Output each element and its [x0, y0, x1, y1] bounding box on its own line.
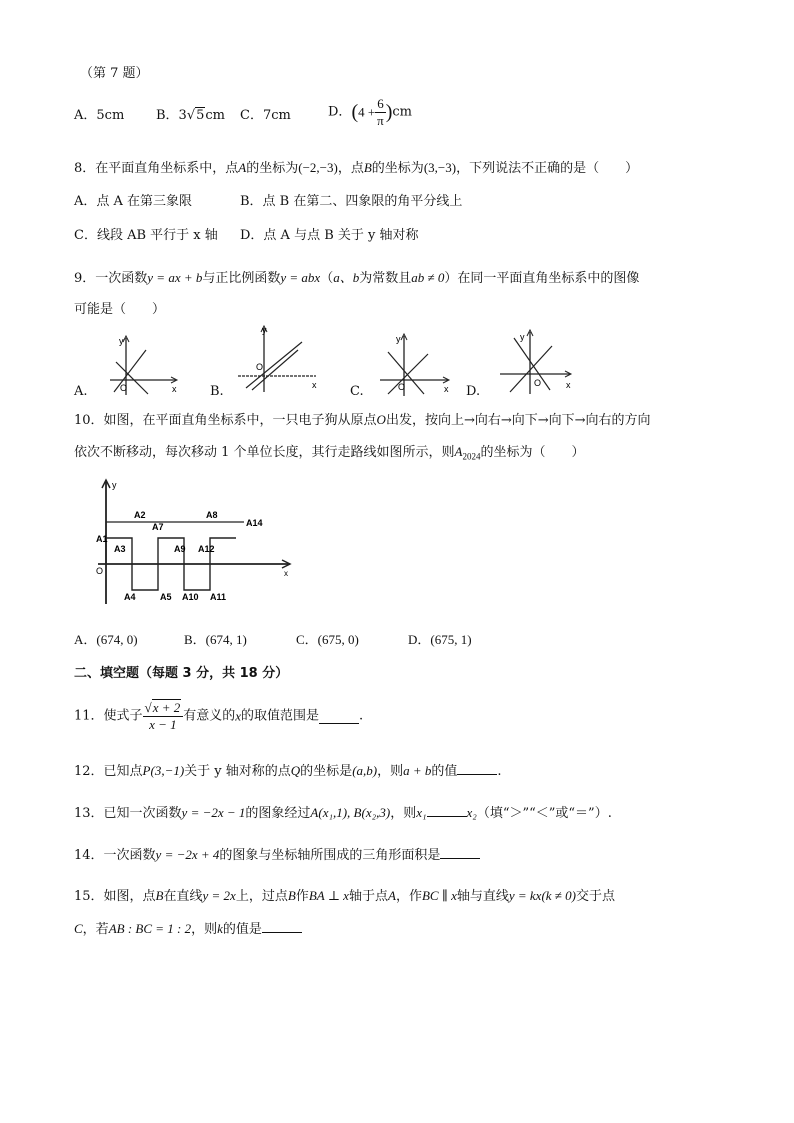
q7-option-b: B．3√5cm — [156, 108, 226, 123]
svg-text:x: x — [172, 384, 177, 394]
q10-label-a1: A1 — [96, 534, 108, 544]
q10-option-b: B．(674, 1) — [184, 632, 247, 647]
q10-label-a4: A4 — [124, 592, 136, 602]
q10-stem-2: 依次不断移动，每次移动 1 个单位长度，其行走路线如图所示，则$A_{2024}$的坐标为（ ） — [74, 444, 585, 462]
q8-option-d: D．点 A 与点 B 关于 y 轴对称 — [240, 228, 419, 243]
svg-text:y: y — [262, 325, 267, 335]
q7-caption: （第 7 题） — [80, 66, 149, 81]
q12: 12．已知点P(3,−1)关于 y 轴对称的点Q的坐标是(a,b)，则a + b的值 . — [74, 760, 502, 782]
q9-graph-a — [106, 330, 186, 400]
q7-option-d: D．(4 + $\frac{6}{\pi}$ )cm — [328, 96, 412, 128]
q11-answer-blank[interactable] — [319, 709, 359, 724]
q9-label-d: D. — [466, 384, 481, 399]
q10-label-o: O — [96, 566, 104, 576]
q9-label-c: C. — [350, 384, 364, 399]
q10-label-y: y — [112, 480, 117, 490]
svg-text:y: y — [396, 334, 401, 344]
q9-label-a: A. — [74, 384, 88, 399]
q10-label-a8: A8 — [206, 510, 218, 520]
q10-label-a11: A11 — [210, 592, 227, 602]
section-2-title: 二、填空题（每题 3 分，共 18 分） — [74, 666, 289, 681]
svg-text:O: O — [120, 383, 128, 393]
q10-stem: 10．如图，在平面直角坐标系中，一只电子狗从原点O出发，按向上→向右→向下→向下→向右的方向 — [74, 412, 651, 428]
q10-option-a: A．(674, 0) — [74, 632, 138, 647]
q15: 15．如图，点B在直线y = 2x上，过点B作BA ⊥ x轴于点A，作BC ∥ x轴与直线y = kx(k ≠ 0)交于点 — [74, 888, 616, 904]
q9-graph-d — [494, 326, 574, 398]
q10-label-a12: A12 — [198, 544, 215, 554]
q10-label-x: x — [284, 569, 288, 578]
q10-option-d: D．(675, 1) — [408, 632, 472, 647]
svg-text:y: y — [119, 336, 124, 346]
q15-answer-blank[interactable] — [262, 918, 302, 933]
svg-text:O: O — [256, 362, 264, 372]
q9-stem-2: 可能是（ ） — [74, 302, 166, 317]
q7-option-c: C．7cm — [240, 108, 291, 123]
q10-label-a5: A5 — [160, 592, 172, 602]
q14: 14．一次函数y = −2x + 4的图象与坐标轴所围成的三角形面积是 — [74, 844, 480, 866]
q10-label-a14: A14 — [246, 518, 263, 528]
svg-text:y: y — [520, 332, 525, 342]
q15-line-2: C，若AB : BC = 1 : 2，则k的值是 — [74, 918, 302, 940]
q10-label-a3: A3 — [114, 544, 126, 554]
q10-label-a10: A10 — [182, 592, 199, 602]
q8-option-a: A．点 A 在第三象限 — [74, 194, 193, 209]
q9-graph-b — [232, 322, 322, 394]
q8-option-c: C．线段 AB 平行于 x 轴 — [74, 228, 218, 243]
q10-path-figure — [94, 478, 294, 608]
q14-answer-blank[interactable] — [440, 844, 480, 859]
svg-text:x: x — [444, 384, 449, 394]
q10-label-a2: A2 — [134, 510, 146, 520]
q13-answer-blank[interactable] — [427, 802, 467, 817]
svg-text:x: x — [312, 380, 317, 390]
svg-text:O: O — [398, 382, 406, 392]
q9-stem: 9．一次函数y = ax + b与正比例函数y = abx（a、b为常数且ab ≠ 0）在同一平面直角坐标系中的图像 — [74, 270, 640, 286]
q13: 13．已知一次函数y = −2x − 1的图象经过A(x₁,1), B(x₂,3)，则x₁ x₂（填“＞”“＜”或“＝”）. — [74, 802, 612, 824]
q7-option-a: A．5cm — [74, 108, 125, 123]
q8-option-b: B．点 B 在第二、四象限的角平分线上 — [240, 194, 463, 209]
q10-option-c: C．(675, 0) — [296, 632, 359, 647]
q10-label-a7: A7 — [152, 522, 164, 532]
q10-label-a9: A9 — [174, 544, 186, 554]
q9-graph-c — [374, 330, 454, 400]
q8-stem: 8．在平面直角坐标系中，点A的坐标为(−2,−3)，点B的坐标为(3,−3)，下列说法不正确的是（ ） — [74, 160, 639, 176]
svg-text:O: O — [534, 378, 542, 388]
q9-graph-options — [70, 322, 590, 402]
svg-text:x: x — [566, 380, 571, 390]
q11: 11．使式子 $\frac{√x + 2}{x - 1}$ 有意义的x的取值范围是 . — [74, 700, 364, 732]
q12-answer-blank[interactable] — [457, 760, 497, 775]
q9-label-b: B. — [210, 384, 224, 399]
